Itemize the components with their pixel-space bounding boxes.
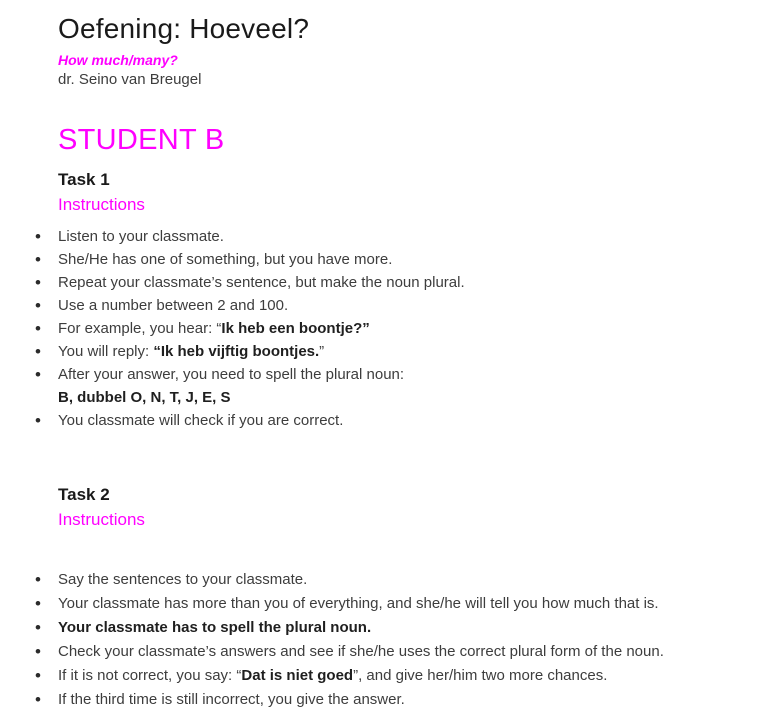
list-item	[58, 340, 747, 363]
bullet-text: ”, and give her/him two more chances.	[353, 667, 608, 684]
bullet-text: Use a number between 2 and 100.	[58, 297, 289, 314]
list-item	[58, 271, 747, 294]
list-item	[58, 640, 747, 664]
list-item	[58, 409, 747, 432]
page-title: Oefening: Hoeveel?	[58, 13, 310, 44]
bullet-text: You will reply:	[58, 343, 154, 360]
bullet-text: Repeat your classmate’s sentence, but make the noun plural.	[58, 274, 465, 291]
page-subtitle: How much/many?	[58, 52, 178, 68]
task2-bullet-list	[58, 568, 747, 712]
author-line: dr. Seino van Breugel	[58, 71, 202, 88]
list-item	[58, 688, 747, 712]
bold-phrase: Ik heb een boontje?”	[221, 320, 370, 337]
bullet-text: For example, you hear: “	[58, 320, 222, 337]
list-item	[58, 568, 747, 592]
list-item	[58, 363, 747, 409]
task1-bullet-list	[58, 225, 747, 432]
list-item	[58, 294, 747, 317]
list-item	[58, 664, 747, 688]
bullet-text: If it is not correct, you say: “	[58, 667, 242, 684]
list-item	[58, 592, 747, 616]
bold-phrase: “Ik heb vijftig boontjes.	[153, 343, 320, 360]
bullet-text: After your answer, you need to spell the plural noun:	[58, 366, 405, 383]
bullet-text: Your classmate has more than you of everything, and she/he will tell you how much that is.	[58, 595, 659, 612]
bullet-text: Listen to your classmate.	[58, 228, 224, 245]
bold-phrase: Your classmate has to spell the plural noun.	[58, 619, 372, 636]
list-item	[58, 248, 747, 271]
task1-instructions-label: Instructions	[58, 195, 145, 214]
bullet-text: ”	[319, 343, 325, 360]
list-item	[58, 225, 747, 248]
bullet-text: Say the sentences to your classmate.	[58, 571, 308, 588]
bullet-text: You classmate will check if you are correct.	[58, 412, 344, 429]
bullet-text: If the third time is still incorrect, you give the answer.	[58, 691, 405, 708]
list-item	[58, 317, 747, 340]
section-heading-student-b: STUDENT B	[58, 124, 225, 156]
spelling-line: B, dubbel O, N, T, J, E, S	[58, 389, 231, 406]
bold-phrase: Dat is niet goed	[241, 667, 354, 684]
bullet-text: She/He has one of something, but you have more.	[58, 251, 393, 268]
task2-heading: Task 2	[58, 485, 110, 504]
list-item	[58, 616, 747, 640]
task2-instructions-label: Instructions	[58, 510, 145, 529]
task1-heading: Task 1	[58, 170, 110, 189]
bullet-text: Check your classmate’s answers and see if she/he uses the correct plural form of the noun.	[58, 643, 664, 660]
